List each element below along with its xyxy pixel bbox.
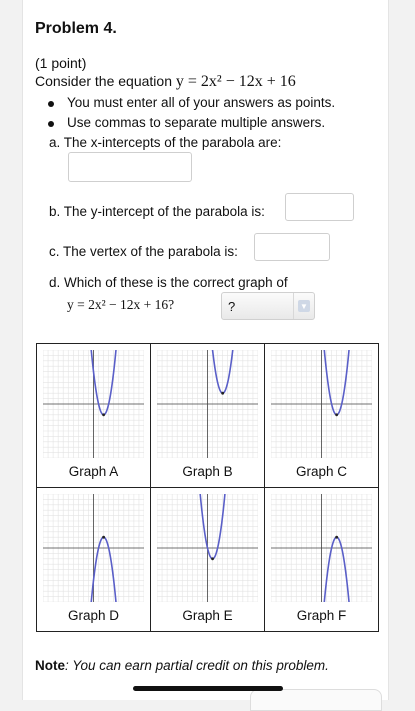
problem-title: Problem 4. <box>35 20 117 37</box>
graph-options-table <box>36 343 379 632</box>
graph-label: Graph A <box>68 464 119 479</box>
graph-a-plot <box>43 350 144 458</box>
graph-option-cell[interactable] <box>265 488 379 632</box>
vertex-point <box>102 413 105 416</box>
question-d-label: d. Which of these is the correct graph of <box>49 275 288 290</box>
x-intercepts-input[interactable] <box>68 152 192 182</box>
graph-e-plot <box>157 494 258 602</box>
dropdown-caret <box>293 293 314 319</box>
graph-select-dropdown[interactable] <box>221 292 315 320</box>
instruction-bullet: You must enter all of your answers as points. <box>49 95 335 110</box>
graph-d-plot <box>43 494 144 602</box>
bottom-panel-edge <box>250 689 382 711</box>
graph-c-plot <box>271 350 372 458</box>
vertex-point <box>211 557 214 560</box>
question-c-label: c. The vertex of the parabola is: <box>49 244 238 259</box>
graph-option-cell[interactable] <box>151 344 265 488</box>
graph-label: Graph E <box>182 608 233 623</box>
graph-label: Graph B <box>182 464 233 479</box>
instruction-bullet: Use commas to separate multiple answers. <box>49 115 325 130</box>
question-a-label: a. The x-intercepts of the parabola are: <box>49 135 282 150</box>
question-d-equation: y = 2x² − 12x + 16? <box>67 297 175 312</box>
equation-intro: Consider the equation <box>35 73 172 89</box>
home-indicator[interactable] <box>133 686 283 691</box>
vertex-point <box>335 536 338 539</box>
graph-b-plot <box>157 350 258 458</box>
equation-line <box>35 73 296 91</box>
graph-option-cell[interactable] <box>151 488 265 632</box>
chevron-down-icon: ▼ <box>298 300 310 312</box>
graph-select-value: ? <box>228 298 236 314</box>
problem-card <box>22 0 389 700</box>
graph-label: Graph F <box>296 608 347 623</box>
vertex-point <box>102 536 105 539</box>
graph-label: Graph D <box>67 608 120 623</box>
equation-math: y = 2x² − 12x + 16 <box>175 73 296 90</box>
graph-option-cell[interactable] <box>37 344 151 488</box>
y-intercept-input[interactable] <box>285 193 354 221</box>
vertex-point <box>335 413 338 416</box>
graph-option-cell[interactable] <box>37 488 151 632</box>
graph-f-plot <box>271 494 372 602</box>
graph-option-cell[interactable] <box>265 344 379 488</box>
question-b-label: b. The y-intercept of the parabola is: <box>49 204 265 219</box>
vertex-point <box>221 392 224 395</box>
graph-label: Graph C <box>295 464 348 479</box>
partial-credit-note: Note: You can earn partial credit on this problem. <box>35 658 329 673</box>
points-label: (1 point) <box>35 55 87 71</box>
vertex-input[interactable] <box>254 233 330 261</box>
